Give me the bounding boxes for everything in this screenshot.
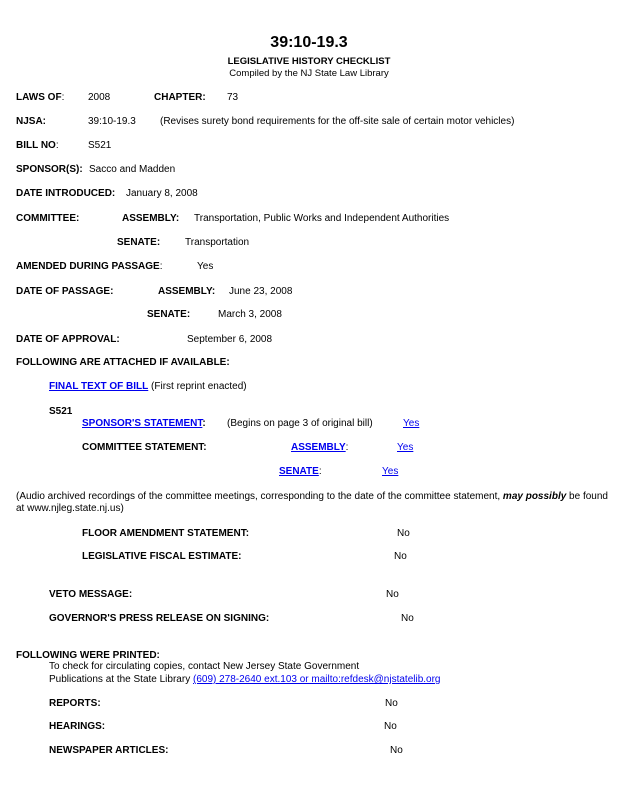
printed-line2: Publications at the State Library (609) 278-2640 ext.103 or mailto:refdesk@njstatelib.org xyxy=(49,674,441,685)
hearings-value: No xyxy=(384,721,397,732)
committee-statement-senate-yes-link[interactable]: Yes xyxy=(382,466,399,477)
laws-of-value: 2008 xyxy=(88,92,111,103)
sponsors-value: Sacco and Madden xyxy=(89,164,176,175)
printed-line1: To check for circulating copies, contact New Jersey State Government xyxy=(49,661,360,672)
statute-number: 39:10-19.3 xyxy=(270,34,348,51)
final-text-link[interactable]: FINAL TEXT OF BILL xyxy=(49,381,149,392)
passage-assembly-label: ASSEMBLY: xyxy=(158,286,216,297)
attached-heading: FOLLOWING ARE ATTACHED IF AVAILABLE: xyxy=(16,357,230,368)
amended-label: AMENDED DURING PASSAGE: xyxy=(16,261,163,272)
attached-bill-label: S521 xyxy=(49,406,73,417)
hearings-label: HEARINGS: xyxy=(49,721,106,732)
audio-note-line1: (Audio archived recordings of the committee meetings, corresponding to the date of the committee statement, may possibly be found xyxy=(16,491,608,502)
passage-assembly-value: June 23, 2008 xyxy=(229,286,293,297)
veto-label: VETO MESSAGE: xyxy=(49,589,133,600)
press-release-value: No xyxy=(401,613,414,624)
date-introduced-value: January 8, 2008 xyxy=(126,188,198,199)
njsa-label: NJSA: xyxy=(16,116,47,127)
compiled-by: Compiled by the NJ State Law Library xyxy=(229,68,389,79)
committee-senate-label: SENATE: xyxy=(117,237,161,248)
committee-statement-assembly: ASSEMBLY: xyxy=(291,442,349,453)
newspaper-label: NEWSPAPER ARTICLES: xyxy=(49,745,169,756)
floor-amendment-value: No xyxy=(397,528,410,539)
floor-amendment-label: FLOOR AMENDMENT STATEMENT: xyxy=(82,528,250,539)
reports-label: REPORTS: xyxy=(49,698,101,709)
passage-senate-value: March 3, 2008 xyxy=(218,309,282,320)
chapter-label: CHAPTER: xyxy=(154,92,206,103)
date-of-passage-label: DATE OF PASSAGE: xyxy=(16,286,114,297)
committee-statement-senate: SENATE: xyxy=(279,466,322,477)
veto-value: No xyxy=(386,589,399,600)
sponsor-statement-yes-link[interactable]: Yes xyxy=(403,418,420,429)
laws-of-label: LAWS OF: xyxy=(16,92,65,103)
amended-value: Yes xyxy=(197,261,214,272)
committee-senate-value: Transportation xyxy=(185,237,250,248)
final-text-row: FINAL TEXT OF BILL (First reprint enacted) xyxy=(49,381,247,392)
chapter-value: 73 xyxy=(227,92,239,103)
audio-note-line2: at www.njleg.state.nj.us) xyxy=(16,503,124,514)
committee-label: COMMITTEE: xyxy=(16,213,80,224)
njsa-value: 39:10-19.3 xyxy=(88,116,136,127)
committee-statement-assembly-yes-link[interactable]: Yes xyxy=(397,442,414,453)
date-of-approval-label: DATE OF APPROVAL: xyxy=(16,334,120,345)
njsa-description: (Revises surety bond requirements for the off-site sale of certain motor vehicles) xyxy=(160,116,515,127)
reports-value: No xyxy=(385,698,398,709)
date-of-approval-value: September 6, 2008 xyxy=(187,334,273,345)
sponsor-statement-row: SPONSOR'S STATEMENT: xyxy=(82,418,206,429)
passage-senate-label: SENATE: xyxy=(147,309,191,320)
sponsors-label: SPONSOR(S): xyxy=(16,164,83,175)
fiscal-estimate-value: No xyxy=(394,551,407,562)
printed-heading: FOLLOWING WERE PRINTED: xyxy=(16,650,160,661)
newspaper-value: No xyxy=(390,745,403,756)
committee-statement-assembly-link[interactable]: ASSEMBLY xyxy=(291,442,346,453)
committee-assembly-value: Transportation, Public Works and Independent Authorities xyxy=(194,213,450,224)
committee-statement-senate-link[interactable]: SENATE xyxy=(279,466,319,477)
press-release-label: GOVERNOR'S PRESS RELEASE ON SIGNING: xyxy=(49,613,270,624)
sponsor-statement-link[interactable]: SPONSOR'S STATEMENT xyxy=(82,418,203,429)
fiscal-estimate-label: LEGISLATIVE FISCAL ESTIMATE: xyxy=(82,551,242,562)
bill-no-label: BILL NO: xyxy=(16,140,59,151)
sponsor-statement-note: (Begins on page 3 of original bill) xyxy=(227,418,373,429)
committee-assembly-label: ASSEMBLY: xyxy=(122,213,180,224)
bill-no-value: S521 xyxy=(88,140,112,151)
state-library-contact-link[interactable]: (609) 278-2640 ext.103 or mailto:refdesk@njstatelib.org xyxy=(192,674,441,685)
checklist-title: LEGISLATIVE HISTORY CHECKLIST xyxy=(227,56,391,67)
committee-statement-label: COMMITTEE STATEMENT: xyxy=(82,442,207,453)
date-introduced-label: DATE INTRODUCED: xyxy=(16,188,116,199)
